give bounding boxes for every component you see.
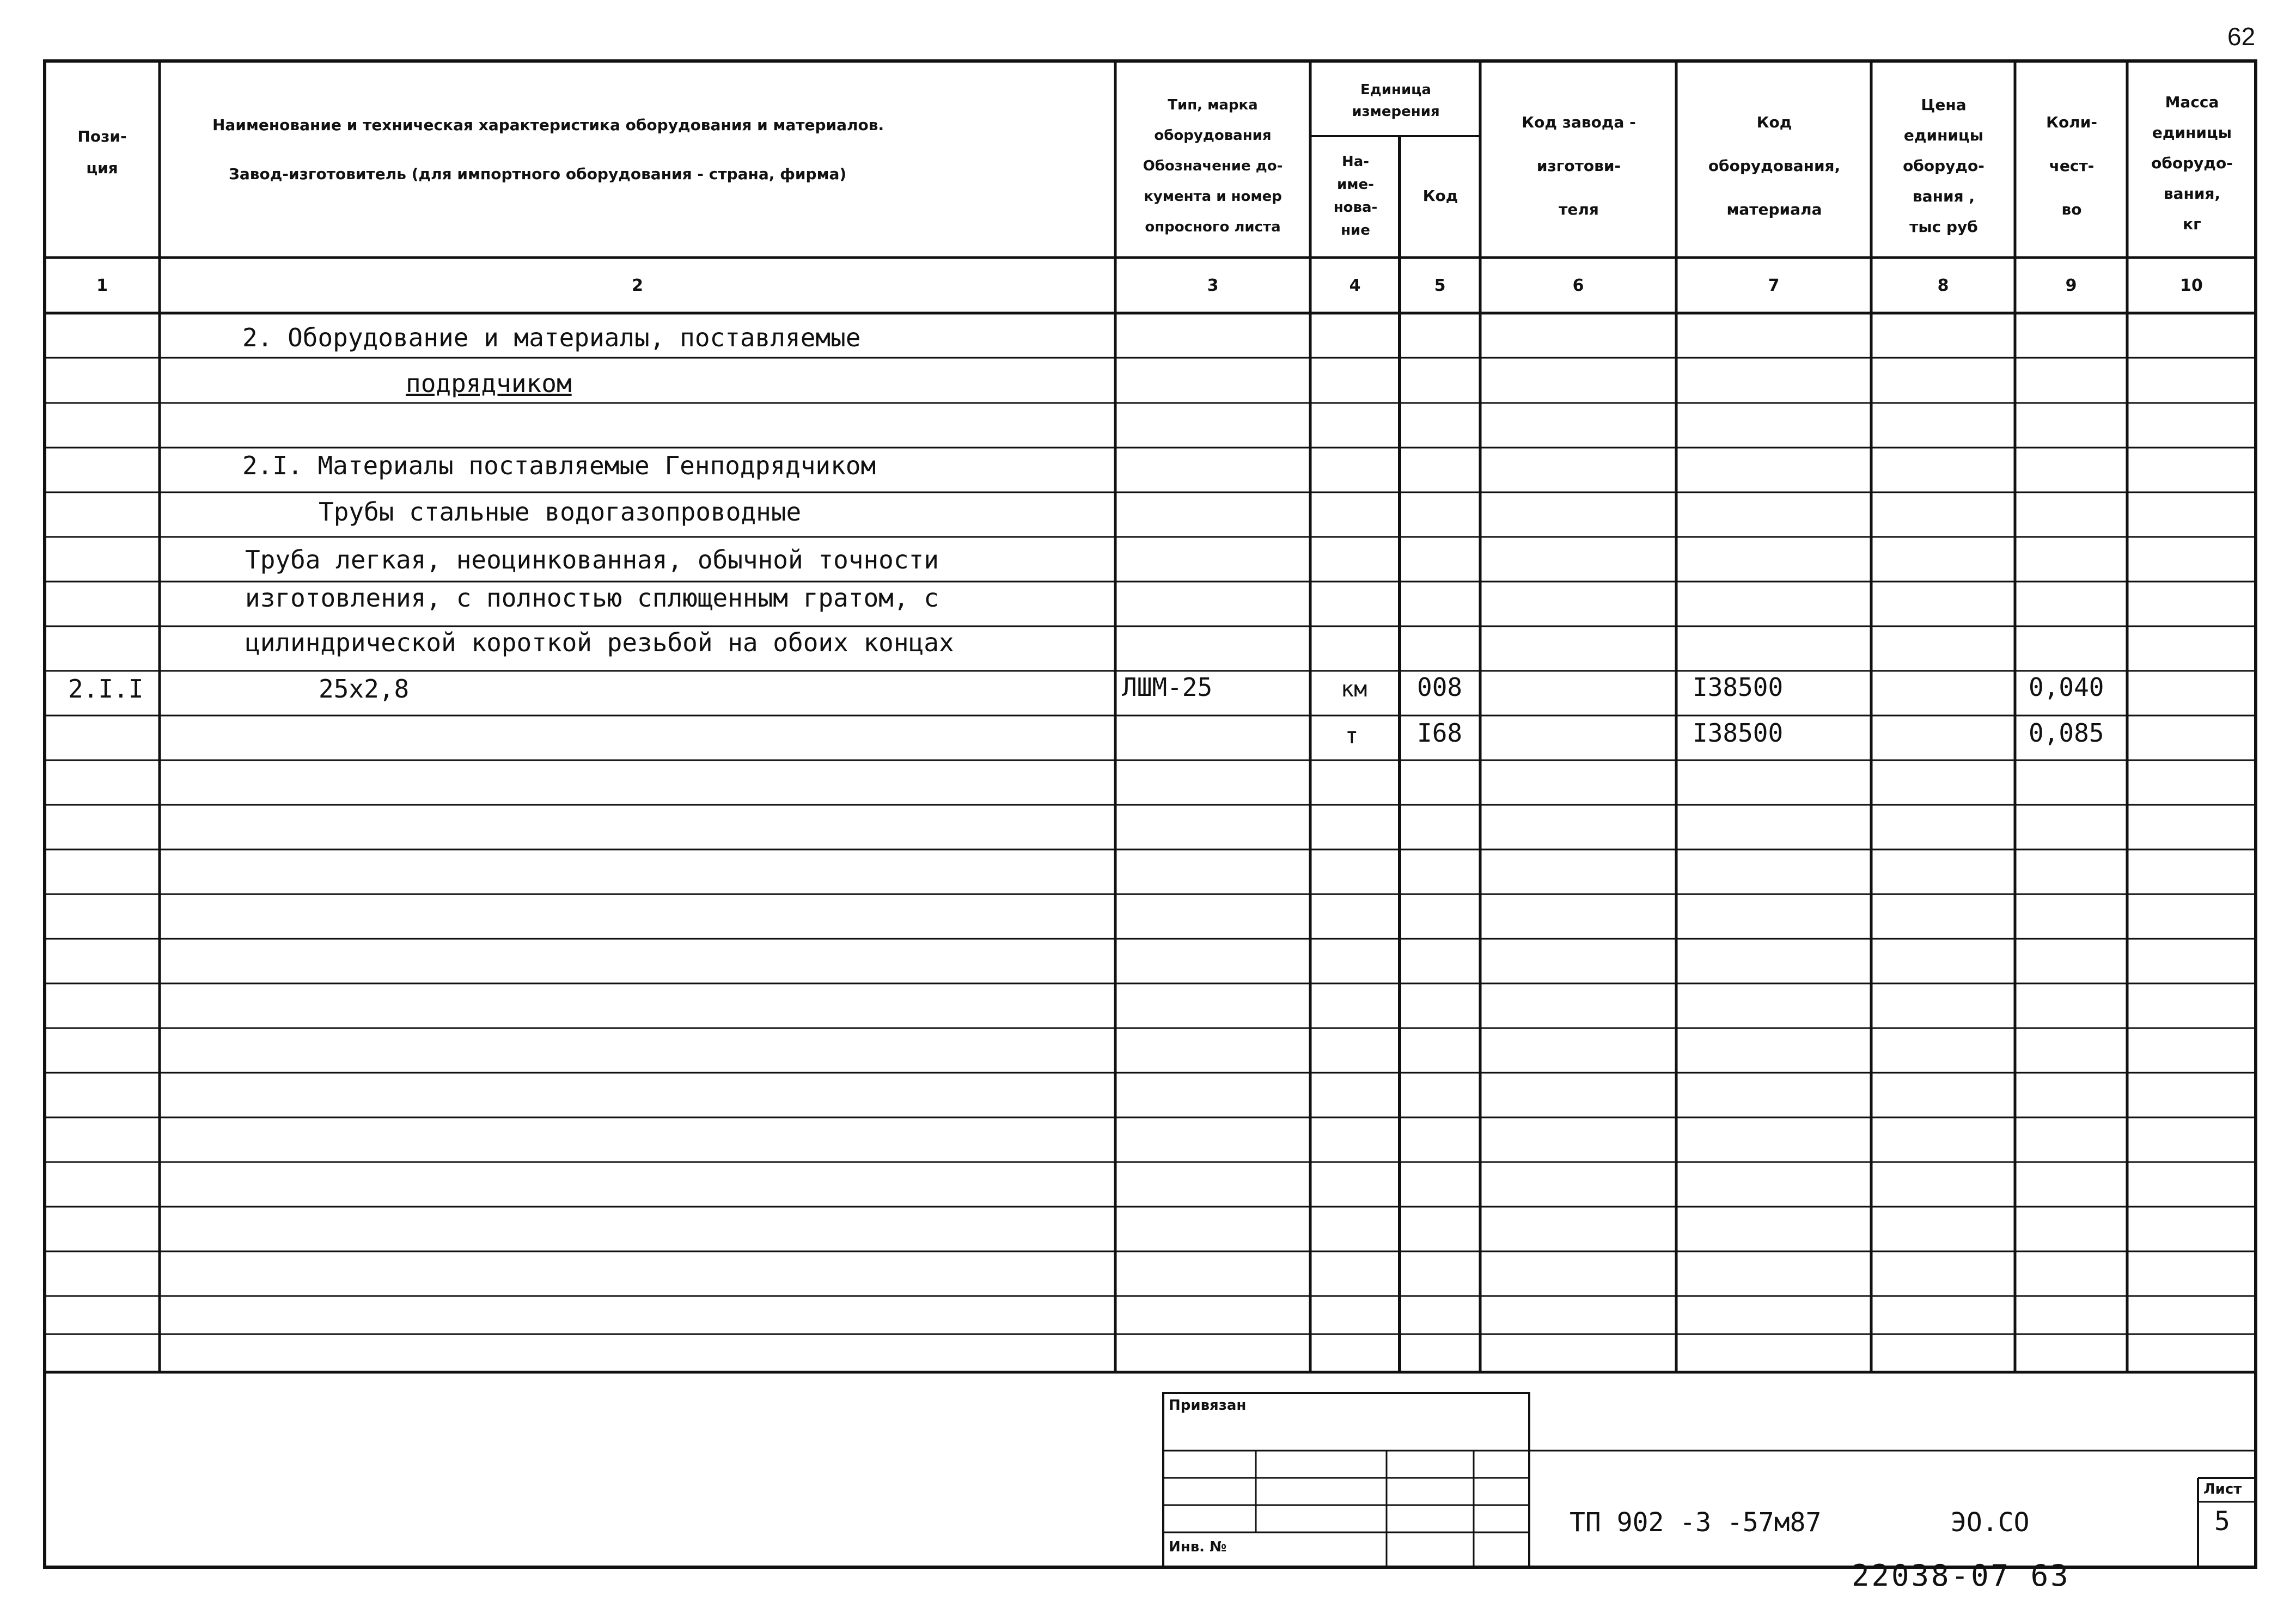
header-quantity: Коли- чест- во: [2046, 113, 2097, 218]
column-number: 1: [96, 276, 108, 295]
header-unit-code: Код: [1422, 187, 1458, 205]
item-size: 25х2,8: [319, 674, 410, 704]
column-number: 9: [2065, 276, 2077, 295]
header-plant-code: Код завода - изготови- теля: [1522, 113, 1636, 218]
item-unit-code: 008: [1417, 672, 1463, 702]
column-number: 5: [1434, 276, 1446, 295]
header-unit-group: Единица измерения: [1352, 82, 1440, 120]
item-unit-code: I68: [1417, 718, 1463, 748]
item-description: изготовления, с полностью сплющенным гратом, с: [245, 583, 939, 613]
header-name-line2: Завод-изготовитель (для импортного оборудования - страна, фирма): [229, 165, 847, 183]
header-price: Цена единицы оборудо- вания , тыс руб: [1903, 96, 1984, 236]
header-position: Пози- ция: [77, 127, 127, 177]
group-heading: Трубы стальные водогазопроводные: [319, 497, 802, 527]
item-unit-name: км: [1341, 677, 1367, 702]
item-quantity: 0,040: [2029, 672, 2104, 702]
item-material-code: I38500: [1693, 718, 1784, 748]
stamp-privyazan: Привязан: [1169, 1397, 1247, 1414]
item-unit-name: т: [1345, 724, 1359, 749]
item-quantity: 0,085: [2029, 718, 2104, 748]
header-unit-name: На- име- нова- ние: [1333, 154, 1378, 239]
item-description: цилиндрической короткой резьбой на обоих концах: [245, 628, 954, 657]
section-heading-cont: подрядчиком: [406, 369, 572, 398]
item-type: ЛШМ-25: [1122, 672, 1213, 702]
header-name-line1: Наименование и техническая характеристика оборудования и материалов.: [212, 116, 884, 134]
item-material-code: I38500: [1693, 672, 1784, 702]
column-number: 3: [1207, 276, 1219, 295]
item-position: 2.I.I: [68, 674, 144, 704]
column-number: 10: [2180, 276, 2203, 295]
header-mass: Масса единицы оборудо- вания, кг: [2151, 93, 2233, 233]
section-heading: 2. Оборудование и материалы, поставляемые: [242, 323, 861, 352]
column-number: 6: [1572, 276, 1584, 295]
stamp-mark: ЭО.СО: [1951, 1507, 2030, 1538]
stamp-inv-no: Инв. №: [1169, 1539, 1227, 1555]
header-type: Тип, марка оборудования Обозначение до- кумента и номер опросного листа: [1143, 97, 1283, 235]
stamp-sheet-number: 5: [2214, 1506, 2230, 1537]
stamp-sheet-label: Лист: [2203, 1481, 2242, 1497]
column-number: 8: [1937, 276, 1949, 295]
header-equipment-code: Код оборудования, материала: [1708, 113, 1841, 218]
bottom-number: 22038-07 63: [1852, 1558, 2071, 1593]
subsection-heading: 2.I. Материалы поставляемые Генподрядчиком: [242, 451, 876, 480]
item-description: Труба легкая, неоцинкованная, обычной точности: [245, 545, 939, 574]
page-number: 62: [2227, 22, 2256, 51]
column-number: 4: [1349, 276, 1361, 295]
column-number: 7: [1768, 276, 1780, 295]
column-number: 2: [632, 276, 643, 295]
stamp-doc-code: ТП 902 -3 -57м87: [1570, 1507, 1822, 1538]
